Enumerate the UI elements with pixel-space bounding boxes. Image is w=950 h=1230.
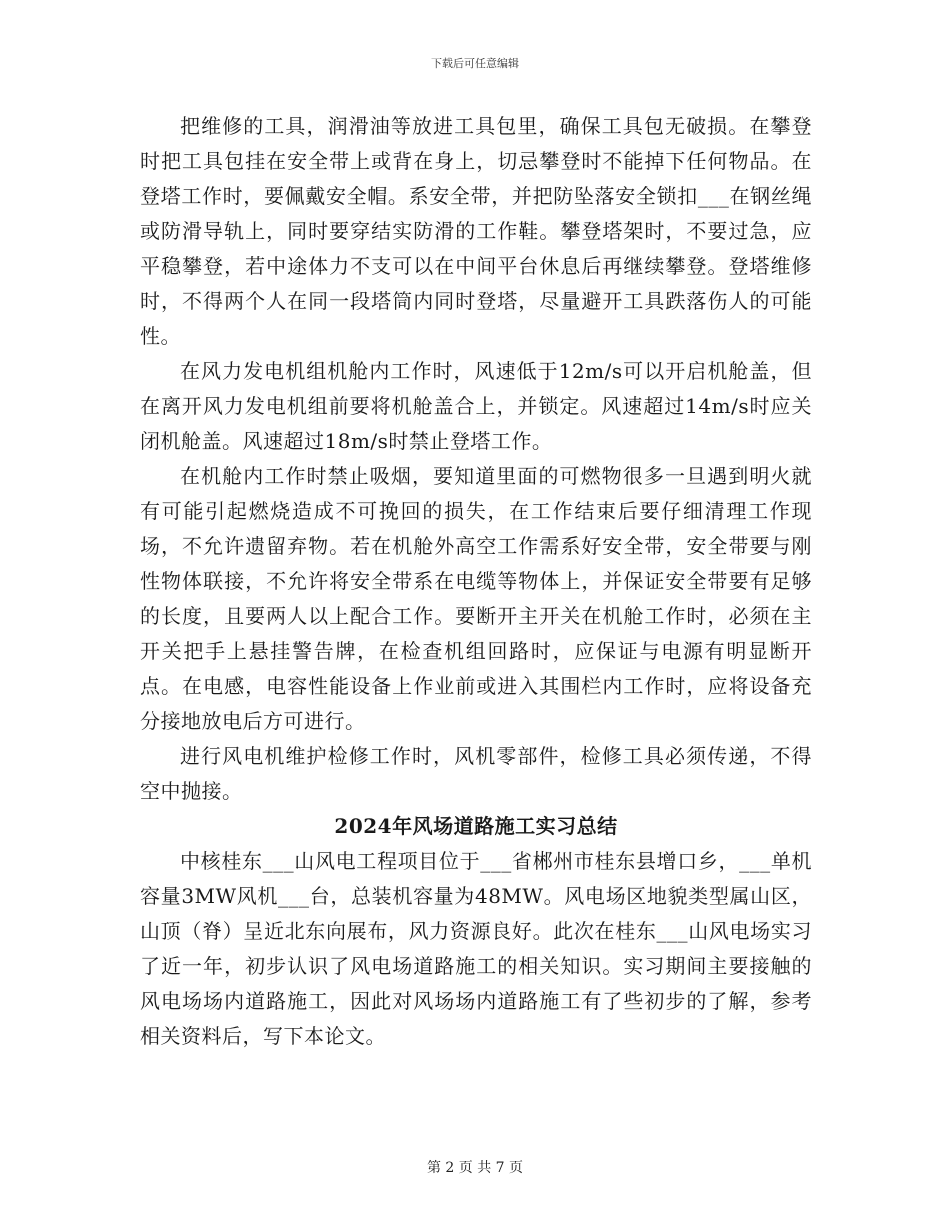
paragraph-tools: 把维修的工具，润滑油等放进工具包里，确保工具包无破损。在攀登时把工具包挂在安全带上或背在身上，切忌攀登时不能掉下任何物品。在登塔工作时，要佩戴安全帽。系安全带，并把防坠落安全锁扣___在钢丝绳或防滑导轨上，同时要穿结实防滑的工作鞋。攀登塔架时，不要过急，应平稳攀登，若中途体力不支可以在中间平台休息后再继续攀登。登塔维修时，不得两个人在同一段塔筒内同时登塔，尽量避开工具跌落伤人的可能性。 xyxy=(140,114,812,348)
paragraph-wind-speed: 在风力发电机组机舱内工作时，风速低于12m/s可以开启机舱盖，但在离开风力发电机组前要将机舱盖合上，并锁定。风速超过14m/s时应关闭机舱盖。风速超过18m/s时禁止登塔工作。 xyxy=(140,359,812,453)
page-header: 下载后可任意编辑 xyxy=(431,57,519,70)
page-footer: 第 2 页 共 7 页 xyxy=(426,1160,524,1176)
paragraph-maintenance: 进行风电机维护检修工作时，风机零部件，检修工具必须传递，不得空中抛接。 xyxy=(140,744,812,803)
section-title: 2024年风场道路施工实习总结 xyxy=(334,814,618,838)
paragraph-project-intro: 中核桂东___山风电工程项目位于___省郴州市桂东县增口乡，___单机容量3MW风机___台，总装机容量为48MW。风电场区地貌类型属山区，山顶（脊）呈近北东向展布，风力资源良好。此次在桂东___山风电场实习了近一年，初步认识了风电场道路施工的相关知识。实习期间主要接触的风电场场内道路施工，因此对风场场内道路施工有了些初步的了解，参考相关资料后，写下本论文。 xyxy=(140,849,812,1048)
document-body xyxy=(140,109,812,1054)
paragraph-nacelle-safety: 在机舱内工作时禁止吸烟，要知道里面的可燃物很多一旦遇到明火就有可能引起燃烧造成不可挽回的损失，在工作结束后要仔细清理工作现场，不允许遗留弃物。若在机舱外高空工作需系好安全带，安全带要与刚性物体联接，不允许将安全带系在电缆等物体上，并保证安全带要有足够的长度，且要两人以上配合工作。要断开主开关在机舱工作时，必须在主开关把手上悬挂警告牌，在检查机组回路时，应保证与电源有明显断开点。在电感，电容性能设备上作业前或进入其围栏内工作时，应将设备充分接地放电后方可进行。 xyxy=(140,464,812,733)
